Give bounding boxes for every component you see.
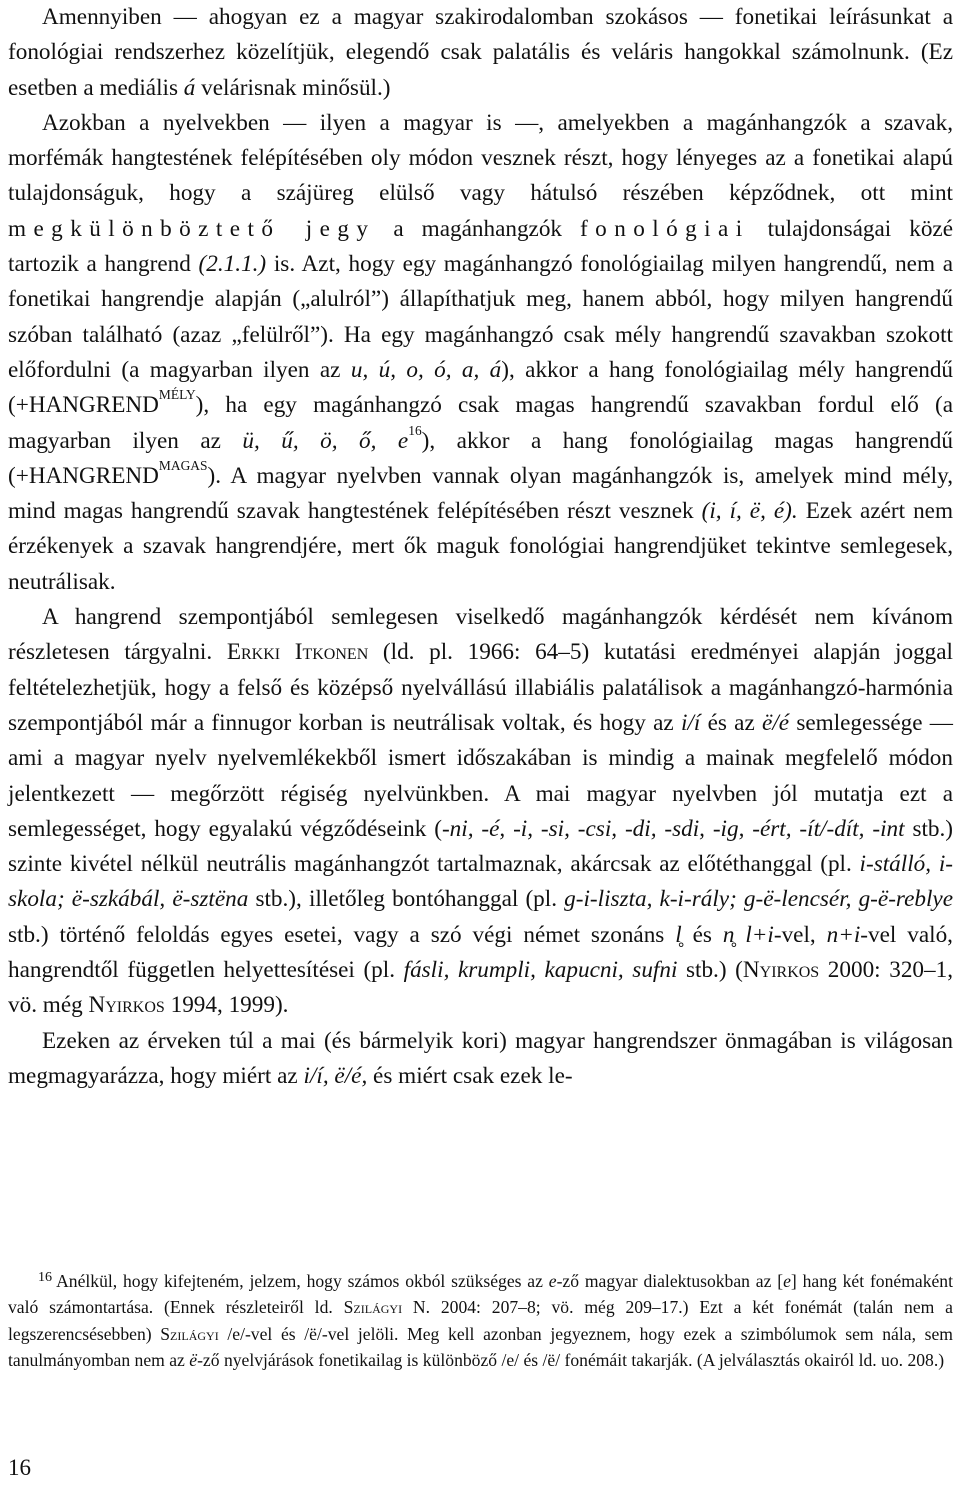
text-segment: Anélkül, hogy kifejteném, jelzem, hogy számos okból szükséges az — [56, 1271, 549, 1291]
italic-text: n̥ — [722, 921, 735, 948]
footnote — [8, 1268, 953, 1374]
page-number: 16 — [8, 1455, 31, 1480]
italic-text: i/í, ë/é, — [303, 1062, 368, 1089]
text-segment: is. Azt, hogy egy magánhangzó fonológiailag milyen hangrendű, nem a fonetikai hangrendje alapján („alulról”) állapíthatjuk meg, hanem abból, hogy milyen hangrendű szóban található (azaz „felülről”). Ha egy magánhangzó csak mély hangrendű szavakban szokott előfordulni (a magyarban ilyen az — [8, 251, 953, 383]
superscript: MÉLY — [158, 387, 196, 403]
text-segment: tulajdonságai közé tartozik a hangrend — [8, 215, 953, 278]
superscript: 16 — [408, 422, 422, 438]
text-segment: (ld. pl. 1966: 64–5) kutatási eredményei alapján joggal feltételezhetjük, hogy a felső és középső nyelvállású illabiális palatálisok a magánhangzó-harmónia szempontjából már a finnugor korban is neutrálisak voltak, és hogy az — [8, 639, 953, 736]
footnote-mark: 16 — [38, 1268, 53, 1285]
text-segment: 1994, 1999). — [164, 992, 289, 1019]
text-segment: Amennyiben — ahogyan ez a magyar szakirodalomban szokásos — fonetikai leírásunkat a fonológiai rendszerhez közelítjük, elegendő csak palatális és veláris hangokkal számolnunk. (Ez esetben a mediális — [8, 4, 953, 101]
small-caps-text: Nyirkos — [88, 992, 165, 1019]
italic-text: fásli, krumpli, kapucni, sufni — [403, 957, 678, 984]
spaced-text: fonológiai — [580, 215, 750, 242]
spaced-text: megkülönböztető jegy — [8, 215, 376, 242]
text-segment: stb.) ( — [677, 957, 743, 984]
italic-text: i/í — [681, 709, 701, 736]
italic-text: e — [783, 1271, 791, 1291]
text-segment: stb.) történő feloldás egyes esetei, vagy a szó végi német szonáns — [8, 921, 676, 948]
paragraph — [8, 600, 953, 1024]
text-segment: velárisnak minősül.) — [195, 74, 391, 101]
superscript: MAGAS — [158, 458, 208, 474]
text-segment: ), akkor a hang fonológiailag magas hangrendű (+ — [8, 427, 953, 489]
italic-text: u, ú, o, ó, a, á — [350, 356, 502, 383]
italic-text: n+i — [826, 921, 861, 948]
body-text — [8, 0, 953, 1094]
text-segment: ). A magyar nyelvben vannak olyan magánhangzók is, amelyek mind mély, mind magas hangrendű szavak hangtestének felépítésében részt vesznek — [8, 462, 953, 525]
paragraph — [8, 106, 953, 600]
small-caps-text: Erkki Itkonen — [226, 639, 369, 666]
italic-text: l̥ — [675, 921, 682, 948]
text-segment: 2000: 320–1, vö. még — [8, 957, 953, 1019]
page-content — [8, 0, 953, 1094]
italic-text: i-stálló, i-skola; ë-szkábál, ë-sztëna — [8, 851, 953, 913]
italic-text: ë/é — [762, 709, 790, 736]
small-caps-text: Nyirkos — [742, 957, 820, 984]
paragraph — [8, 1024, 953, 1095]
text-segment: ), akkor a hang fonológiailag mély hangrendű (+ — [8, 356, 954, 419]
small-caps-text: HANGREND — [28, 392, 159, 419]
italic-text: ü, ű, ö, ő, e — [242, 427, 409, 454]
italic-text: g-i-liszta, k-i-rály; g-ë-lencsér, g-ë-reblye — [564, 886, 953, 913]
text-segment: stb.), illetőleg bontóhanggal (pl. — [248, 886, 565, 913]
italic-text: (2.1.1.) — [198, 251, 267, 278]
text-segment: és — [681, 921, 723, 948]
text-segment: ), ha egy magánhangzó csak magas hangrendű szavakban fordul elő (a magyarban ilyen az — [8, 392, 953, 454]
italic-text: ë — [189, 1350, 198, 1371]
text-segment: -ző nyelvjárások fonetikailag is különböző /e/ és /ë/ fonémáit takarják. (A jelválasztás okairól ld. uo. 208.) — [197, 1350, 945, 1371]
text-segment: és miért csak ezek le- — [367, 1062, 573, 1089]
text-segment: -ző magyar dialektusokban az [ — [556, 1271, 784, 1291]
footnotes — [8, 1268, 953, 1374]
italic-text: e — [548, 1271, 557, 1291]
text-segment: Ezek azért nem érzékenyek a szavak hangrendjére, mert ők maguk fonológiai hangrendjüket tekintve semlegesek, neutrálisak. — [8, 498, 953, 595]
text-segment: ] hang két fonémaként való számontartása. (Ennek részleteiről ld. — [8, 1271, 953, 1318]
small-caps-text: Szilágyi N. — [343, 1297, 431, 1318]
paragraph — [8, 0, 953, 106]
text-segment: -vel való, hangrendtől független helyettesítései (pl. — [8, 921, 953, 984]
text-segment: Azokban a nyelvekben — ilyen a magyar is —, amelyekben a magánhangzók a szavak, morfémák hangtestének felépítésében oly módon vesznek részt, hogy lényeges az a fonetikai alapú tulajdonságuk, hogy a szájüreg elülső vagy hátulsó részében képződnek, ott mint — [8, 109, 953, 207]
text-segment — [734, 922, 745, 948]
italic-text: l+i — [745, 921, 774, 948]
italic-text: -ni, -é, -i, -si, -csi, -di, -sdi, -ig, -ért, -ít/-dít, -int — [441, 815, 905, 842]
italic-text: á — [183, 74, 196, 101]
italic-text: (i, í, ë, é). — [701, 498, 798, 525]
text-segment: a magánhangzók — [375, 215, 581, 242]
text-segment: A hangrend szempontjából semlegesen viselkedő magánhangzók kérdését nem kívánom részletesen tárgyalni. — [8, 604, 953, 666]
text-segment: Ezeken az érveken túl a mai (és bármelyik kori) magyar hangrendszer önmagában is világosan megmagyarázza, hogy miért az — [8, 1027, 953, 1089]
small-caps-text: Szilágyi — [160, 1323, 219, 1344]
small-caps-text: HANGREND — [28, 462, 159, 489]
text-segment: semlegessége — ami a magyar nyelv nyelvemlékekből ismert időszakában is mindig a mainak megfelelő módon jelentkezett — megőrzött régiség nyelvünkben. A mai magyar nyelvben jól mutatja ezt a semlegességet, hogy egyalakú végződéseink ( — [8, 709, 953, 842]
text-segment: 2004: 207–8; vö. még 209–17.) Ezt a két fonémát (talán nem a legszerencsésebben) — [8, 1297, 953, 1344]
text-segment: /e/-vel és /ë/-vel jelöli. Meg kell azonban jegyeznem, hogy ezek a szimbólumok sem nála, sem tanulmányomban nem az — [8, 1323, 953, 1371]
text-segment: -vel, — [773, 921, 827, 948]
text-segment: és az — [700, 709, 763, 736]
text-segment: stb.) szinte kivétel nélkül neutrális magánhangzót tartalmaznak, akárcsak az előtéthanggal (pl. — [8, 815, 954, 878]
